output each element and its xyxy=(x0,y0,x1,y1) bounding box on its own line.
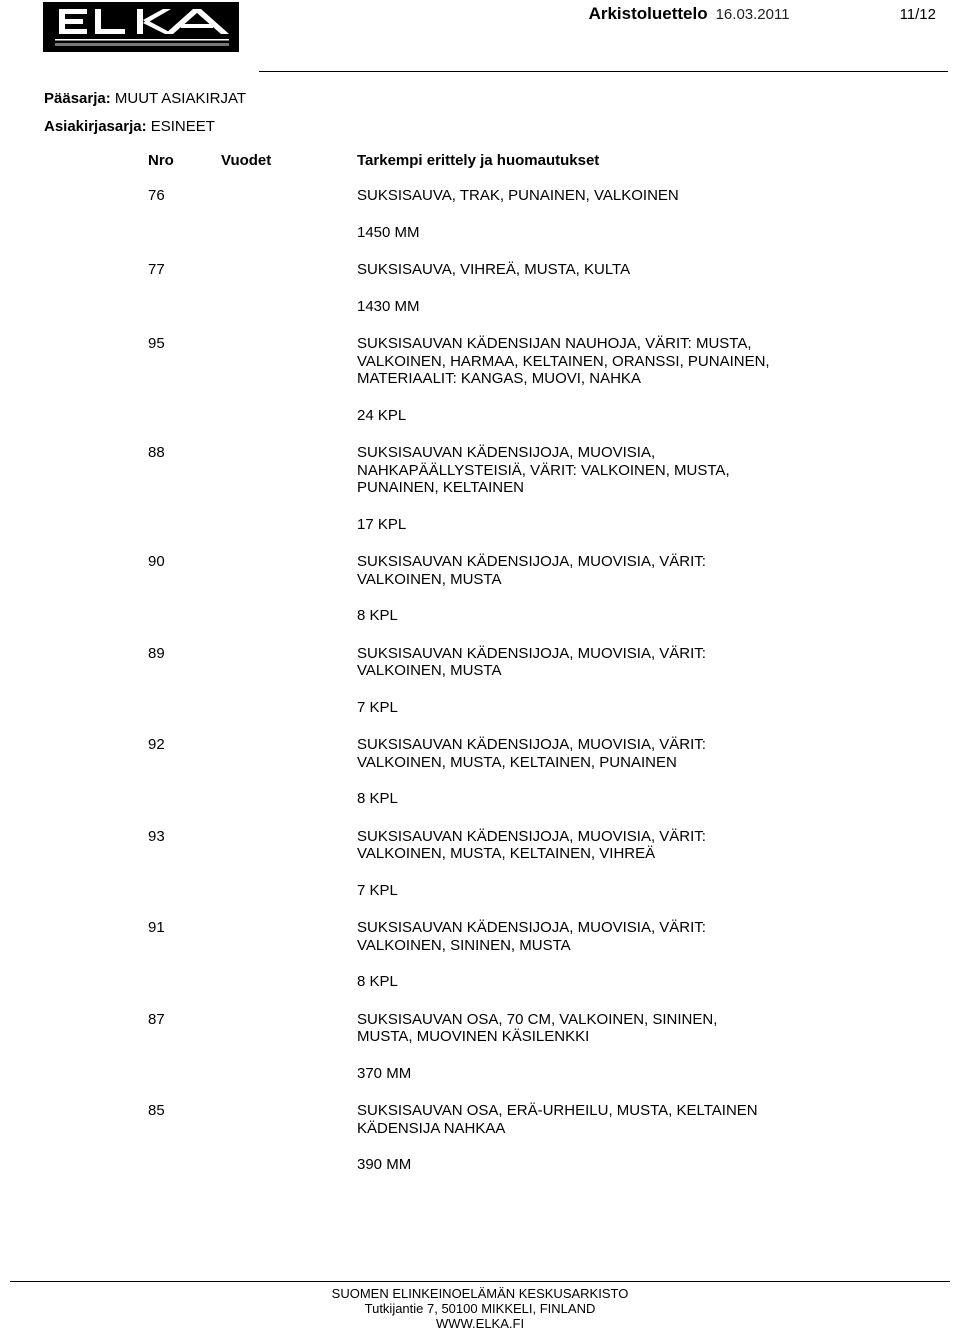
list-item xyxy=(0,919,960,991)
list-item xyxy=(0,736,960,808)
item-size: 24 KPL xyxy=(357,406,407,424)
item-number: 89 xyxy=(148,644,165,662)
footer-address: Tutkijantie 7, 50100 MIKKELI, FINLAND xyxy=(364,1301,596,1316)
item-size: 1450 MM xyxy=(357,223,420,241)
item-description: SUKSISAUVAN OSA, ERÄ-URHEILU, MUSTA, KELTAINEN KÄDENSIJA NAHKAA xyxy=(357,1102,758,1137)
item-number: 92 xyxy=(148,736,165,753)
item-description: SUKSISAUVAN KÄDENSIJOJA, MUOVISIA, VÄRIT: VALKOINEN, MUSTA xyxy=(357,644,706,679)
item-size: 1430 MM xyxy=(357,297,420,315)
column-header-details: Tarkempi erittely ja huomautukset xyxy=(357,152,600,169)
column-header-nro: Nro xyxy=(148,152,174,169)
document-header xyxy=(589,4,936,26)
list-item xyxy=(0,553,960,625)
item-number: 77 xyxy=(148,261,165,278)
item-number: 76 xyxy=(148,187,165,204)
list-item xyxy=(0,1102,960,1174)
item-size: 17 KPL xyxy=(357,515,407,533)
document-series-label: Asiakirjasarja: xyxy=(44,118,147,135)
item-number: 95 xyxy=(148,335,165,352)
list-item xyxy=(0,828,960,900)
document-title: Arkistoluettelo xyxy=(588,4,708,23)
item-size: 370 MM xyxy=(357,1064,412,1082)
item-size: 8 KPL xyxy=(357,790,398,807)
footer-divider xyxy=(10,1281,950,1282)
item-number: 93 xyxy=(148,827,165,845)
main-series-value: MUUT ASIAKIRJAT xyxy=(114,90,247,107)
document-series xyxy=(44,118,215,135)
item-description: SUKSISAUVAN KÄDENSIJOJA, MUOVISIA, VÄRIT: VALKOINEN, MUSTA, KELTAINEN, VIHREÄ xyxy=(357,827,706,862)
item-description: SUKSISAUVAN KÄDENSIJAN NAUHOJA, VÄRIT: MUSTA, VALKOINEN, HARMAA, KELTAINEN, ORANSSI, PUNAINEN, MATERIAALIT: KANGAS, MUOVI, NAHKA xyxy=(357,335,770,387)
page-footer xyxy=(0,1286,960,1331)
item-size: 7 KPL xyxy=(357,698,398,716)
item-description: SUKSISAUVA, VIHREÄ, MUSTA, KULTA xyxy=(357,261,631,278)
list-item xyxy=(0,187,960,241)
elka-logo xyxy=(43,2,239,52)
elka-logo-graphic xyxy=(45,4,237,50)
item-number: 85 xyxy=(148,1102,165,1119)
item-description: SUKSISAUVAN KÄDENSIJOJA, MUOVISIA, VÄRIT: VALKOINEN, MUSTA xyxy=(357,553,706,588)
list-item xyxy=(0,335,960,424)
item-size: 8 KPL xyxy=(357,607,398,624)
item-number: 91 xyxy=(148,919,165,936)
item-size: 7 KPL xyxy=(357,881,398,899)
item-number: 88 xyxy=(148,444,165,461)
list-item xyxy=(0,645,960,717)
main-series xyxy=(44,90,246,107)
item-description: SUKSISAUVAN KÄDENSIJOJA, MUOVISIA, VÄRIT: VALKOINEN, MUSTA, KELTAINEN, PUNAINEN xyxy=(357,736,706,771)
column-header-vuodet: Vuodet xyxy=(221,152,272,169)
list-item xyxy=(0,444,960,533)
item-description: SUKSISAUVAN KÄDENSIJOJA, MUOVISIA, NAHKAPÄÄLLYSTEISIÄ, VÄRIT: VALKOINEN, MUSTA, PUNAINEN, KELTAINEN xyxy=(357,444,730,496)
item-description: SUKSISAUVAN KÄDENSIJOJA, MUOVISIA, VÄRIT: VALKOINEN, SININEN, MUSTA xyxy=(357,919,706,954)
item-size: 390 MM xyxy=(357,1156,412,1173)
page-number: 11/12 xyxy=(899,6,936,23)
header-divider xyxy=(259,71,948,72)
item-description: SUKSISAUVAN OSA, 70 CM, VALKOINEN, SININEN, MUSTA, MUOVINEN KÄSILENKKI xyxy=(357,1010,718,1045)
document-series-value: ESINEET xyxy=(150,118,215,135)
item-number: 90 xyxy=(148,553,165,570)
footer-organization: SUOMEN ELINKEINOELÄMÄN KESKUSARKISTO xyxy=(331,1286,629,1301)
list-item xyxy=(0,261,960,315)
item-list xyxy=(0,187,960,1194)
main-series-label: Pääsarja: xyxy=(44,90,111,107)
list-item xyxy=(0,1011,960,1083)
item-description: SUKSISAUVA, TRAK, PUNAINEN, VALKOINEN xyxy=(357,187,679,204)
document-date: 16.03.2011 xyxy=(715,6,790,23)
item-size: 8 KPL xyxy=(357,973,398,990)
footer-website: WWW.ELKA.FI xyxy=(435,1316,525,1331)
item-number: 87 xyxy=(148,1010,165,1028)
